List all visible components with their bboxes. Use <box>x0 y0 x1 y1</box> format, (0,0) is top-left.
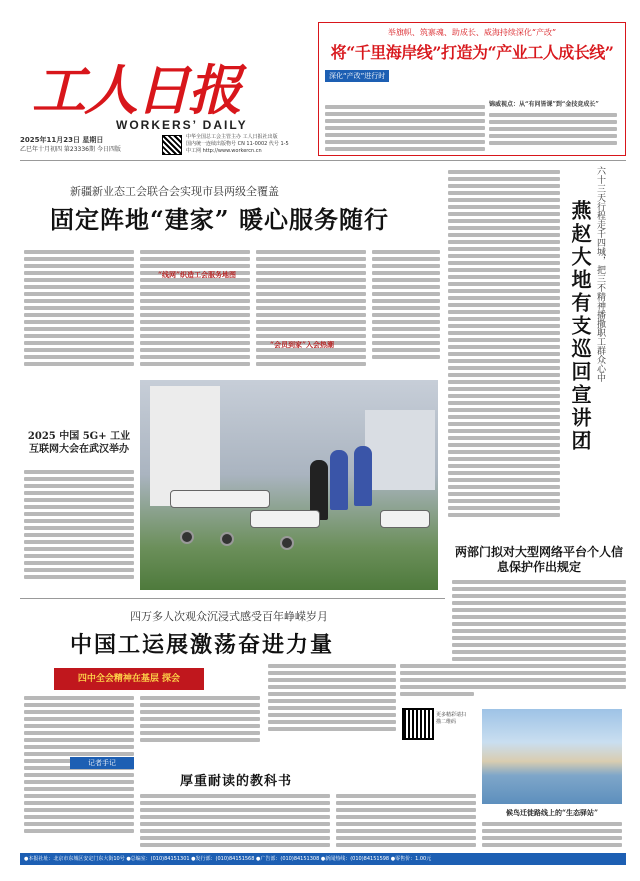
qr-caption: 更多精彩请扫描二维码 <box>436 712 467 725</box>
website-link[interactable]: 中工网 http://www.workercn.cn <box>186 148 262 154</box>
article3-col2 <box>140 696 260 745</box>
article4-col2 <box>336 794 476 850</box>
publisher-text: 中华全国总工会主管主办 工人日报社出版 <box>186 134 278 140</box>
top-kicker: 举旗帜、筑寨魂、助成长、威海持续深化“产改” <box>387 28 557 37</box>
right-column-kicker: 六十三天行程走千四城，把三不精神播撒职工群众心中 <box>595 166 605 382</box>
article1-col2 <box>140 250 250 369</box>
article3-col4 <box>400 664 474 699</box>
box-right-headline[interactable]: 两部门拟对大型网络平台个人信息保护作出规定 <box>454 545 623 574</box>
robot-dog-body <box>380 510 430 528</box>
top-headline[interactable]: 将“千里海岸线”打造为“产业工人成长线” <box>330 43 614 62</box>
wetland-text <box>482 822 622 850</box>
article4-col1 <box>140 794 330 850</box>
robot-wheel-icon <box>220 532 234 546</box>
robot-dog-body <box>170 490 270 508</box>
top-tag: 深化“产改”进行时 <box>325 70 389 82</box>
booth-screen <box>365 410 435 490</box>
masthead-title: 工人日报 <box>32 59 240 122</box>
booth-wall <box>150 386 220 506</box>
article1-col3 <box>256 250 366 369</box>
side-article-text <box>24 470 134 582</box>
person-figure <box>330 450 348 510</box>
robot-expo-photo <box>140 380 438 590</box>
top-body-text <box>325 105 485 154</box>
person-figure <box>354 446 372 506</box>
article4-headline[interactable]: 厚重耐读的教科书 <box>180 774 293 789</box>
right-column-text <box>448 170 560 520</box>
article1-col4 <box>372 250 440 362</box>
footer-bar: ●本报社址：北京市东城区安定门东大街10号 ●总编室：(010)84151301 ●发行部：(010)84151568 ●广告部：(010)84151308 ●新闻热线：(010)84151598 ●零售价：1.00元 <box>20 853 626 865</box>
robot-dog-body <box>250 510 320 528</box>
lunar-date: 乙巳年十月初四 第23336期 今日四版 <box>20 146 121 153</box>
masthead-english: WORKERS’ DAILY <box>116 118 248 132</box>
article3-kicker: 四万多人次观众沉浸式感受百年峥嵘岁月 <box>130 610 328 623</box>
top-body-text-2 <box>489 113 617 148</box>
publisher-info <box>186 134 318 155</box>
article1-headline[interactable]: 固定阵地“建家” 暖心服务随行 <box>50 205 389 234</box>
box-right-text <box>452 580 626 692</box>
article1-subhead-b: “会员到家”入会热潮 <box>270 340 335 349</box>
divider <box>20 160 626 161</box>
robot-wheel-icon <box>280 536 294 550</box>
article3-headline[interactable]: 中国工运展激荡奋进力量 <box>70 632 335 658</box>
divider <box>20 598 445 599</box>
robot-wheel-icon <box>180 530 194 544</box>
cn-code: 国内统一连续出版物号 CN 11-0002 代号 1-5 <box>186 141 289 147</box>
side-article-headline[interactable]: 2025 中国 5G+ 工业互联网大会在武汉举办 <box>27 431 131 455</box>
issue-date: 2025年11月23日 星期日 <box>20 136 104 144</box>
article4-kicker: 记者手记 <box>70 757 134 769</box>
article1-kicker: 新疆新业态工会联合会实现市县两级全覆盖 <box>70 185 279 198</box>
article3-banner: 四中全会精神在基层 探会 <box>54 668 204 690</box>
article-qr-icon[interactable] <box>402 708 434 740</box>
right-column-headline[interactable]: 燕赵大地有支巡回宣讲团 <box>568 200 592 453</box>
article3-col3 <box>268 664 396 734</box>
article1-col1 <box>24 250 134 369</box>
article1-subhead-a: “线网”织造工会服务地图 <box>158 270 237 279</box>
top-subhead: 锦威视点：从“有问皆课”到“金技竞成长” <box>489 101 599 108</box>
wetland-photo-caption: 候鸟迁徙路线上的“生态驿站” <box>505 808 599 817</box>
top-feature-box <box>318 22 626 156</box>
masthead-qr-icon <box>162 135 182 155</box>
wetland-photo <box>482 709 622 804</box>
